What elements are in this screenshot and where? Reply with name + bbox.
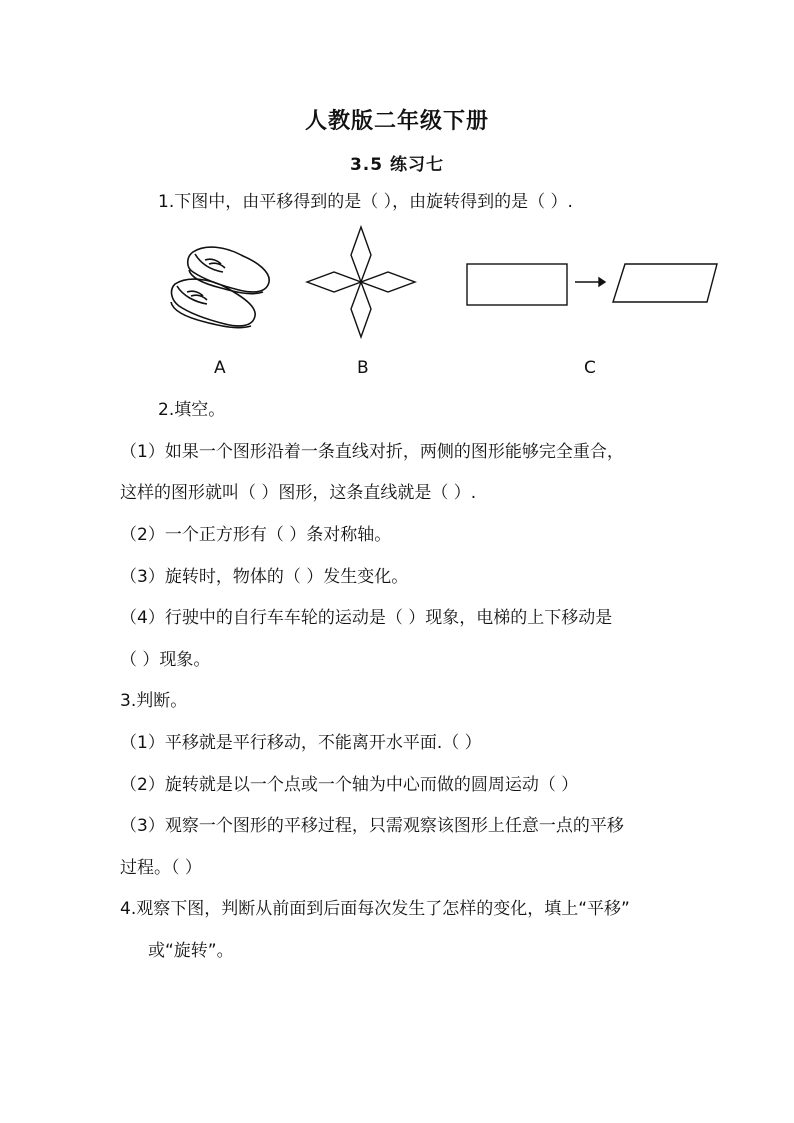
question-2-item-3: （3）旋转时，物体的（ ）发生变化。 (120, 567, 409, 587)
question-2-item-1-line-2: 这样的图形就叫（ ）图形，这条直线就是（ ）. (120, 483, 477, 503)
shoes-figure (165, 240, 275, 335)
section-subtitle: 3.5 练习七 (349, 155, 445, 175)
question-3-item-3-line-2: 过程。（ ） (120, 858, 202, 878)
rectangle-to-parallelogram-figure (465, 262, 720, 307)
back-shoe (188, 247, 269, 292)
question-3-item-3-line-1: （3）观察一个图形的平移过程，只需观察该图形上任意一点的平移 (120, 816, 624, 836)
question-2-item-1-line-1: （1）如果一个图形沿着一条直线对折，两侧的图形能够完全重合， (120, 442, 624, 462)
page-title: 人教版二年级下册 (304, 109, 489, 134)
question-3-item-1: （1）平移就是平行移动，不能离开水平面.（ ） (120, 733, 482, 753)
top-rhombus (351, 227, 371, 282)
bottom-rhombus (351, 282, 371, 337)
figure-label-a: A (214, 358, 226, 378)
left-rhombus (307, 272, 361, 292)
question-2-heading: 2.填空。 (158, 400, 226, 420)
rhombus-flower-figure (305, 227, 417, 337)
question-1: 1.下图中，由平移得到的是（ ），由旋转得到的是（ ）. (158, 192, 573, 212)
figure-label-c: C (584, 358, 596, 378)
question-2-item-2: （2）一个正方形有（ ）条对称轴。 (120, 525, 392, 545)
figure-label-b: B (357, 358, 369, 378)
question-3-heading: 3.判断。 (120, 691, 188, 711)
right-rhombus (361, 272, 415, 292)
question-4-line-2: 或“旋转”。 (148, 941, 234, 961)
arrow-head (599, 278, 605, 286)
question-2-item-4-line-2: （ ）现象。 (120, 650, 211, 670)
question-2-item-4-line-1: （4）行驶中的自行车车轮的运动是（ ）现象，电梯的上下移动是 (120, 608, 613, 628)
rectangle-shape (467, 264, 567, 305)
parallelogram-shape (613, 264, 717, 302)
question-3-item-2: （2）旋转就是以一个点或一个轴为中心而做的圆周运动（ ） (120, 775, 579, 795)
question-4-line-1: 4.观察下图，判断从前面到后面每次发生了怎样的变化，填上“平移” (120, 899, 630, 919)
